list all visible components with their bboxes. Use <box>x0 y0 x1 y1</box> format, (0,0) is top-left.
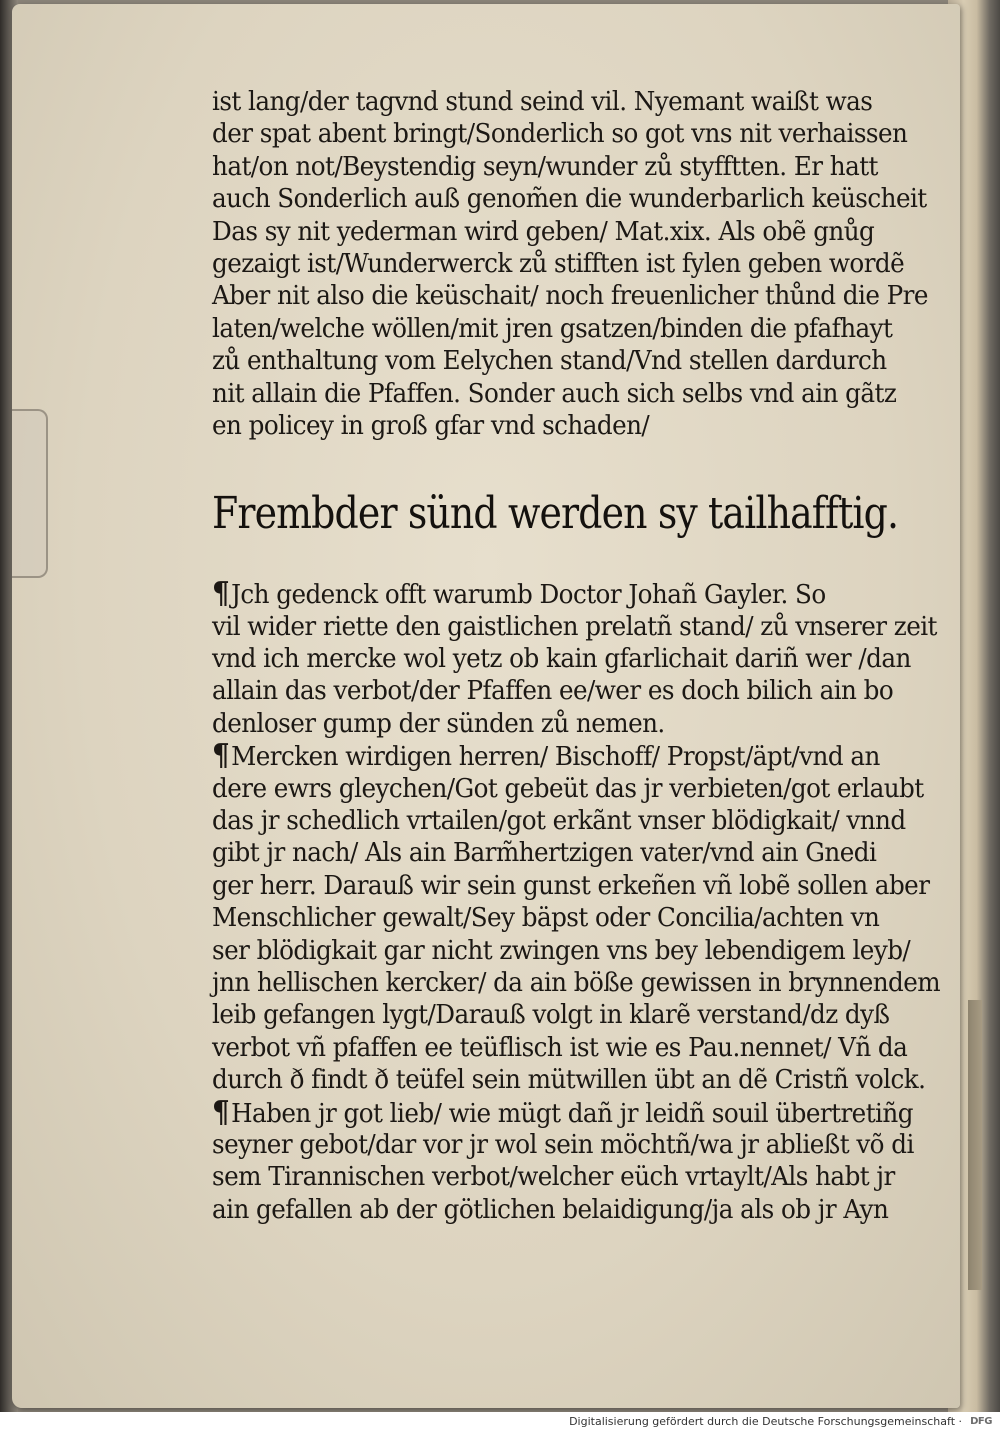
text-line <box>212 1094 913 1130</box>
text-line: gibt jr nach/ Als ain Barm̃hertzigen vater/vnd ain Gnedi <box>212 837 877 869</box>
footer-bar <box>0 1412 1000 1433</box>
pilcrow-mark: ¶ <box>212 576 230 612</box>
text-line: hat/on not/Beystendig seyn/wunder zů styfftten. Er hatt <box>212 150 878 182</box>
funding-notice: Digitalisierung gefördert durch die Deutsche Forschungsgemeinschaft · <box>569 1415 962 1428</box>
text-line: allain das verbot/der Pfaffen ee/wer es doch bilich ain bo <box>212 675 894 707</box>
text-line: gezaigt ist/Wunderwerck zů stifften ist fylen geben wordẽ <box>212 247 905 279</box>
text-line: jnn hellischen kercker/ da ain böße gewissen in brynnendem <box>212 966 941 998</box>
text-line <box>212 578 910 610</box>
paragraph-4 <box>212 1094 962 1227</box>
text-line: sem Tirannischen verbot/welcher eüch vrtaylt/Als habt jr <box>212 1161 895 1193</box>
text-line-content: Haben jr got lieb/ wie mügt dañ jr leidñ souil übertretiñg <box>231 1097 913 1129</box>
page-tab-mark <box>12 409 48 578</box>
text-line: en policey in groß gfar vnd schaden/ <box>212 409 650 441</box>
text-line: Menschlicher gewalt/Sey bäpst oder Concilia/achten vn <box>212 902 880 934</box>
paragraph-3 <box>212 740 962 1096</box>
text-line-content: Mercken wirdigen herren/ Bischoff/ Propst/äpt/vnd an <box>231 741 880 773</box>
text-line: denloser gump der sünden zů nemen. <box>212 707 665 739</box>
text-line: seyner gebot/dar vor jr wol sein möchtñ/wa jr abließt võ di <box>212 1128 914 1160</box>
section-heading: Frembder sünd werden sy tailhafftig. <box>212 488 899 540</box>
page-text <box>212 86 962 1226</box>
paragraph-1 <box>212 86 962 442</box>
text-line: vnd ich mercke wol yetz ob kain gfarlichait dariñ wer /dan <box>212 643 911 675</box>
text-line-content: Jch gedenck offt warumb Doctor Johañ Gayler. So <box>231 579 826 611</box>
text-line: der spat abent bringt/Sonderlich so got vns nit verhaissen <box>212 118 908 150</box>
text-line: nit allain die Pfaffen. Sonder auch sich selbs vnd ain gãtz <box>212 377 897 409</box>
book-edge-strip <box>968 1000 982 1290</box>
text-line: ist lang/der tagvnd stund seind vil. Nyemant waißt was <box>212 86 873 117</box>
text-line: Das sy nit yederman wird geben/ Mat.xix. Als obẽ gnůg <box>212 215 875 247</box>
text-line: ain gefallen ab der götlichen belaidigung/ja als ob jr Ayn <box>212 1193 889 1225</box>
text-line: zů enthaltung vom Eelychen stand/Vnd stellen dardurch <box>212 345 887 377</box>
dfg-logo: DFG <box>970 1416 992 1427</box>
text-line: ger herr. Darauß wir sein gunst erkeñen vñ lobẽ sollen aber <box>212 869 930 901</box>
pilcrow-mark: ¶ <box>212 738 230 774</box>
text-line: das jr schedlich vrtailen/got erkãnt vnser blödigkait/ vnnd <box>212 805 906 837</box>
text-line: laten/welche wöllen/mit jren gsatzen/binden die pfafhayt <box>212 312 893 344</box>
pilcrow-mark: ¶ <box>212 1094 230 1130</box>
text-line: dere ewrs gleychen/Got gebeüt das jr verbieten/got erlaubt <box>212 772 924 804</box>
text-line: ser blödigkait gar nicht zwingen vns bey lebendigem leyb/ <box>212 934 911 966</box>
text-line <box>212 740 910 772</box>
text-line: Aber nit also die keüschait/ noch freuenlicher thůnd die Pre <box>212 280 928 312</box>
text-line: durch ð findt ð teüfel sein mütwillen übt an dẽ Cristñ volck. <box>212 1064 926 1096</box>
text-line: leib gefangen lygt/Darauß volgt in klarẽ verstand/dz dyß <box>212 999 890 1031</box>
paragraph-2 <box>212 578 962 740</box>
text-line: verbot vñ pfaffen ee teüflisch ist wie es Pau.nennet/ Vñ da <box>212 1031 908 1063</box>
text-line: auch Sonderlich auß genom̃en die wunderbarlich keüscheit <box>212 183 927 215</box>
text-line: vil wider riette den gaistlichen prelatñ stand/ zů vnserer zeit <box>212 610 937 642</box>
